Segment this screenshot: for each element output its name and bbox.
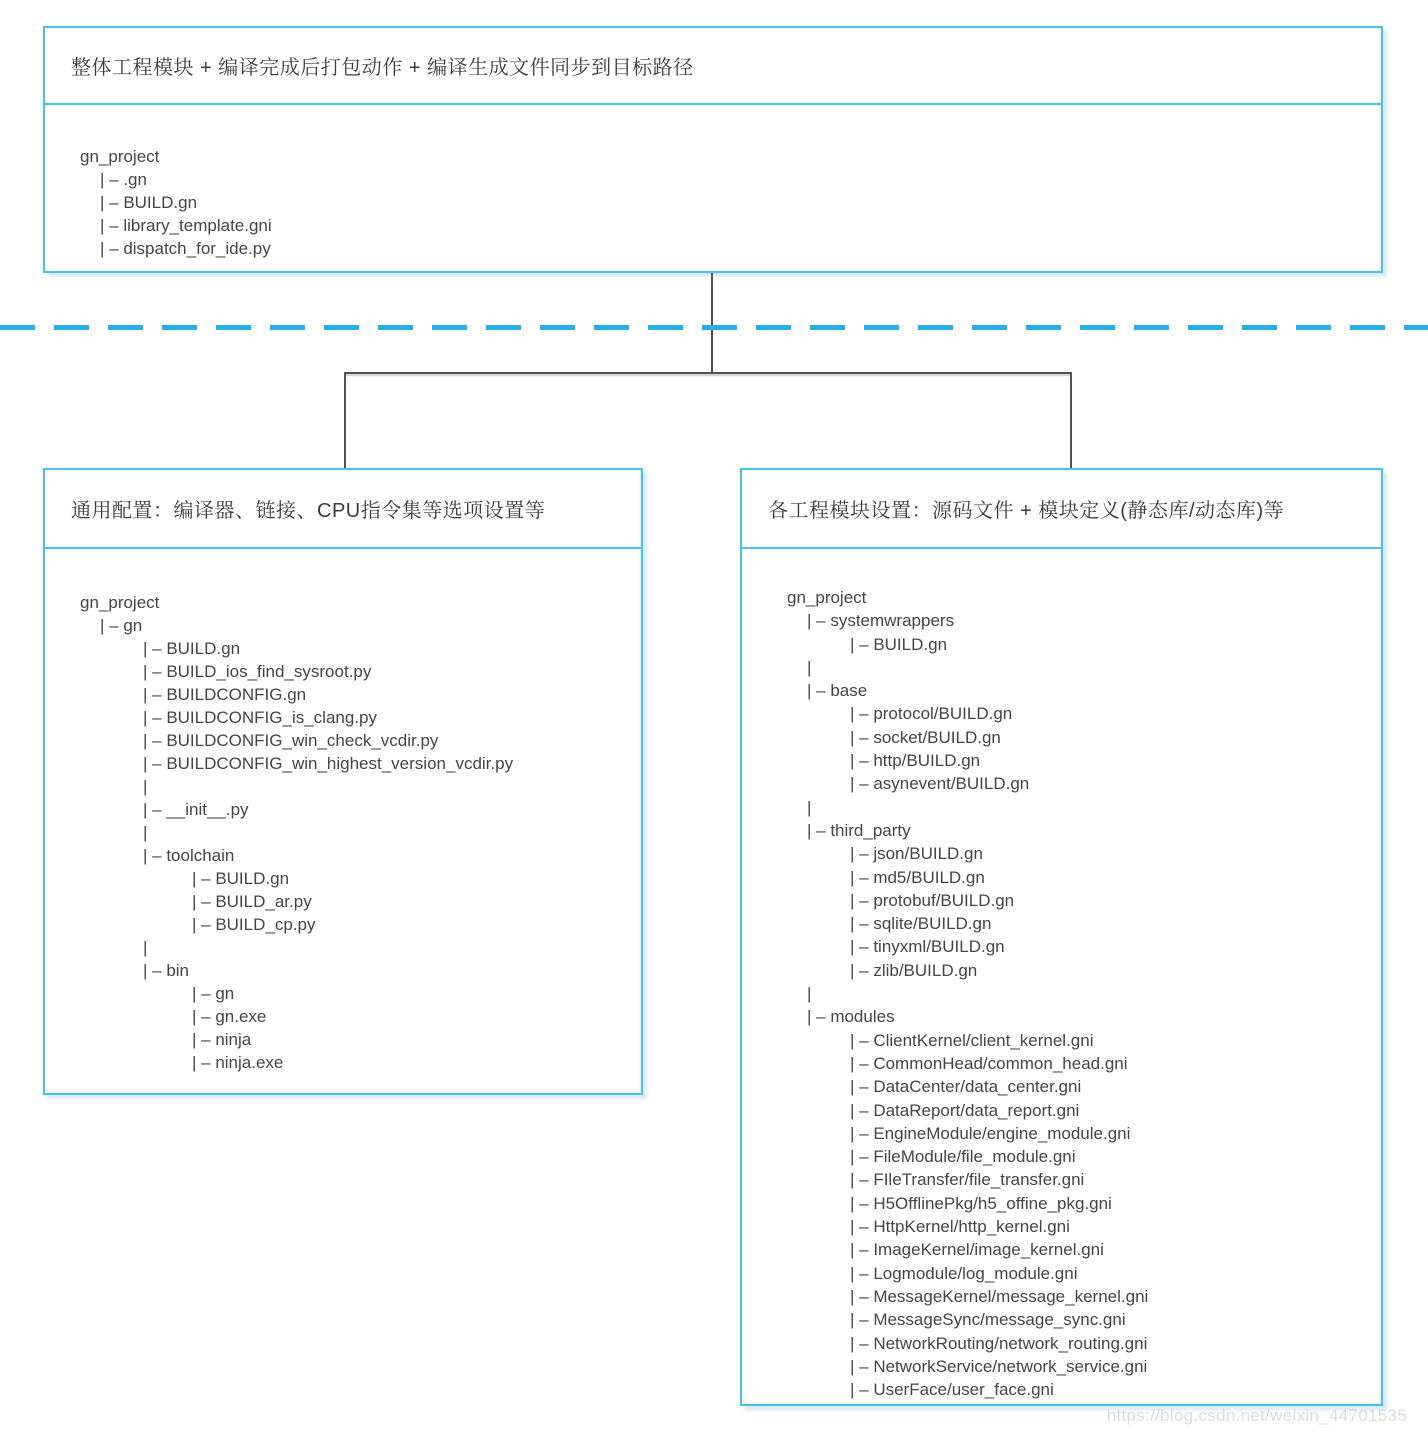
- tree-line: | – protocol/BUILD.gn: [850, 704, 1013, 724]
- common-config-box: [43, 468, 643, 1095]
- left-box-title: 通用配置：编译器、链接、CPU指令集等选项设置等: [71, 500, 546, 522]
- tree-line: |: [143, 823, 148, 842]
- tree-line: | – BUILD.gn: [100, 193, 198, 212]
- tree-line: | – BUILD_cp.py: [192, 915, 316, 934]
- tree-line: | – BUILD.gn: [192, 869, 290, 888]
- tree-line: gn_project: [787, 588, 867, 607]
- tree-line: |: [143, 777, 148, 796]
- tree-line: | – FileModule/file_module.gni: [850, 1147, 1076, 1167]
- tree-line: | – __init__.py: [143, 800, 249, 819]
- tree-line: |: [807, 657, 812, 677]
- tree-line: | – ImageKernel/image_kernel.gni: [850, 1240, 1104, 1260]
- tree-line: | – BUILD_ar.py: [192, 892, 312, 911]
- tree-line: | – library_template.gni: [100, 216, 272, 235]
- tree-line: | – MessageSync/message_sync.gni: [850, 1310, 1126, 1330]
- tree-line: | – modules: [807, 1007, 895, 1027]
- tree-line: | – BUILDCONFIG_win_check_vcdir.py: [143, 731, 439, 750]
- right-box-title: 各工程模块设置：源码文件 + 模块定义(静态库/动态库)等: [768, 500, 1285, 522]
- tree-line: | – base: [807, 681, 868, 701]
- tree-line: | – BUILD.gn: [143, 639, 241, 658]
- tree-line: | – NetworkRouting/network_routing.gni: [850, 1333, 1148, 1353]
- tree-line: | – protobuf/BUILD.gn: [850, 890, 1015, 910]
- tree-line: gn_project: [80, 147, 160, 166]
- modules-config-box: [740, 468, 1383, 1406]
- tree-line: | – DataReport/data_report.gni: [850, 1100, 1080, 1120]
- tree-line: | – dispatch_for_ide.py: [100, 239, 271, 258]
- tree-line: | – EngineModule/engine_module.gni: [850, 1123, 1131, 1143]
- top-box-title: 整体工程模块 + 编译完成后打包动作 + 编译生成文件同步到目标路径: [71, 57, 694, 79]
- tree-line: | – UserFace/user_face.gni: [850, 1380, 1054, 1400]
- tree-line: |: [807, 797, 812, 817]
- right-box-file-tree: [742, 549, 1381, 1401]
- tree-line: | – BUILDCONFIG_win_highest_version_vcdir.py: [143, 754, 514, 773]
- tree-line: | – gn: [100, 616, 143, 635]
- tree-line: | – BUILD.gn: [850, 634, 948, 654]
- tree-line: | – http/BUILD.gn: [850, 751, 981, 771]
- tree-line: | – ninja: [192, 1030, 252, 1049]
- tree-line: | – MessageKernel/message_kernel.gni: [850, 1286, 1149, 1306]
- connector-stem-line: [711, 273, 713, 374]
- tree-line: | – DataCenter/data_center.gni: [850, 1077, 1082, 1097]
- tree-line: gn_project: [80, 593, 160, 612]
- tree-line: | – systemwrappers: [807, 611, 955, 631]
- tree-line: | – gn.exe: [192, 1007, 267, 1026]
- tree-line: | – CommonHead/common_head.gni: [850, 1053, 1128, 1073]
- tree-line: | – HttpKernel/http_kernel.gni: [850, 1217, 1070, 1237]
- connector-crossbar-line: [344, 372, 1072, 374]
- tree-line: | – zlib/BUILD.gn: [850, 960, 978, 980]
- tree-line: | – bin: [143, 961, 190, 980]
- top-project-box: [43, 26, 1383, 273]
- tree-line: |: [807, 984, 812, 1004]
- right-box-header: [742, 470, 1381, 549]
- tree-line: | – ClientKernel/client_kernel.gni: [850, 1030, 1094, 1050]
- top-box-header: [45, 28, 1381, 105]
- tree-line: | – NetworkService/network_service.gni: [850, 1356, 1148, 1376]
- tree-line: | – H5OfflinePkg/h5_offine_pkg.gni: [850, 1193, 1112, 1213]
- left-box-header: [45, 470, 641, 549]
- tree-line: | – tinyxml/BUILD.gn: [850, 937, 1005, 957]
- tree-line: | – toolchain: [143, 846, 235, 865]
- tree-line: | – BUILD_ios_find_sysroot.py: [143, 662, 372, 681]
- tree-line: | – BUILDCONFIG_is_clang.py: [143, 708, 377, 727]
- tree-line: | – BUILDCONFIG.gn: [143, 685, 307, 704]
- tree-line: |: [143, 938, 148, 957]
- watermark-text: https://blog.csdn.net/weixin_44701535: [1106, 1406, 1407, 1425]
- connector-right-leg-line: [1070, 372, 1072, 468]
- top-box-file-tree: [45, 105, 1381, 260]
- tree-line: | – .gn: [100, 170, 147, 189]
- connector-left-leg-line: [344, 372, 346, 468]
- tree-line: | – FIleTransfer/file_transfer.gni: [850, 1170, 1085, 1190]
- tree-line: | – asynevent/BUILD.gn: [850, 774, 1030, 794]
- tree-line: | – gn: [192, 984, 235, 1003]
- left-box-file-tree: [45, 549, 641, 1074]
- tree-line: | – third_party: [807, 820, 911, 840]
- tree-line: | – sqlite/BUILD.gn: [850, 914, 992, 934]
- tree-line: | – md5/BUILD.gn: [850, 867, 985, 887]
- tree-line: | – json/BUILD.gn: [850, 844, 983, 864]
- tree-line: | – Logmodule/log_module.gni: [850, 1263, 1078, 1283]
- dashed-divider-line: [0, 325, 1428, 330]
- tree-line: | – socket/BUILD.gn: [850, 727, 1001, 747]
- tree-line: | – ninja.exe: [192, 1053, 284, 1072]
